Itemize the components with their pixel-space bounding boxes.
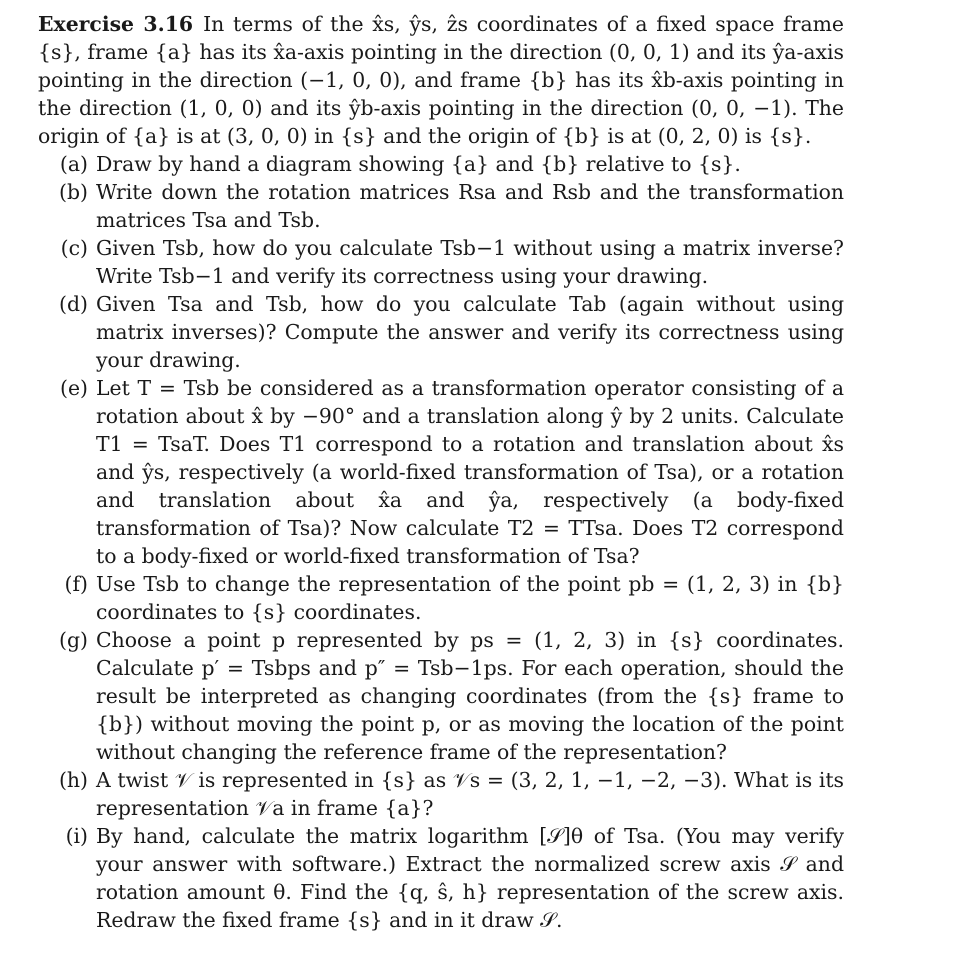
item-label: (c) <box>60 236 88 260</box>
list-item <box>38 234 844 290</box>
item-label: (h) <box>58 768 88 792</box>
item-text: Choose a point p represented by ps = (1, 2, 3) in {s} coordinates. Calculate p′ = Tsbps and p″ = Tsb−1ps. For each operation, should the result be interpreted as changing coordinates (from the {s} frame to {b}) without moving the point p, or as moving the location of the point without changing the reference frame of the representation? <box>96 628 844 764</box>
item-label: (a) <box>59 152 88 176</box>
list-item <box>38 626 844 766</box>
item-text: Draw by hand a diagram showing {a} and {b} relative to {s}. <box>96 152 741 176</box>
item-label: (i) <box>65 824 88 848</box>
item-text: Use Tsb to change the representation of the point pb = (1, 2, 3) in {b} coordinates to {s} coordinates. <box>96 572 844 624</box>
list-item <box>38 374 844 570</box>
item-text: Given Tsa and Tsb, how do you calculate Tab (again without using matrix inverses)? Compute the answer and verify its correctness using your drawing. <box>96 292 844 372</box>
item-text: Let T = Tsb be considered as a transformation operator consisting of a rotation about x̂ by −90° and a translation along ŷ by 2 units. Calculate T1 = TsaT. Does T1 correspond to a rotation and translation about x̂s and ŷs, respectively (a world-fixed transformation of Tsa), or a rotation and translation about x̂a and ŷa, respectively (a body-fixed transformation of Tsa)? Now calculate T2 = TTsa. Does T2 correspond to a body-fixed or world-fixed transformation of Tsa? <box>96 376 844 568</box>
item-label: (f) <box>64 572 88 596</box>
exercise-intro-text: In terms of the x̂s, ŷs, ẑs coordinates of a fixed space frame {s}, frame {a} has its x̂a-axis pointing in the direction (0, 0, 1) and its ŷa-axis pointing in the direction (−1, 0, 0), and frame {b} has its x̂b-axis pointing in the direction (1, 0, 0) and its ŷb-axis pointing in the direction (0, 0, −1). The origin of {a} is at (3, 0, 0) in {s} and the origin of {b} is at (0, 2, 0) is {s}. <box>38 12 844 148</box>
list-item <box>38 766 844 822</box>
list-item <box>38 822 844 934</box>
item-label: (d) <box>59 292 88 316</box>
list-item <box>38 290 844 374</box>
exercise-page <box>38 10 844 934</box>
item-text: Write down the rotation matrices Rsa and Rsb and the transformation matrices Tsa and Tsb. <box>96 180 844 232</box>
item-label: (g) <box>59 628 88 652</box>
item-label: (e) <box>60 376 88 400</box>
exercise-intro-paragraph <box>38 10 844 150</box>
item-label: (b) <box>59 180 88 204</box>
exercise-title: Exercise 3.16 <box>38 12 194 36</box>
item-text: By hand, calculate the matrix logarithm [𝒮]θ of Tsa. (You may verify your answer with software.) Extract the normalized screw axis 𝒮 and rotation amount θ. Find the {q, ŝ, h} representation of the screw axis. Redraw the fixed frame {s} and in it draw 𝒮. <box>96 824 844 932</box>
item-text: Given Tsb, how do you calculate Tsb−1 without using a matrix inverse? Write Tsb−1 and verify its correctness using your drawing. <box>96 236 844 288</box>
list-item <box>38 150 844 178</box>
list-item <box>38 178 844 234</box>
list-item <box>38 570 844 626</box>
item-text: A twist 𝒱 is represented in {s} as 𝒱s = (3, 2, 1, −1, −2, −3). What is its representation 𝒱a in frame {a}? <box>96 768 844 820</box>
